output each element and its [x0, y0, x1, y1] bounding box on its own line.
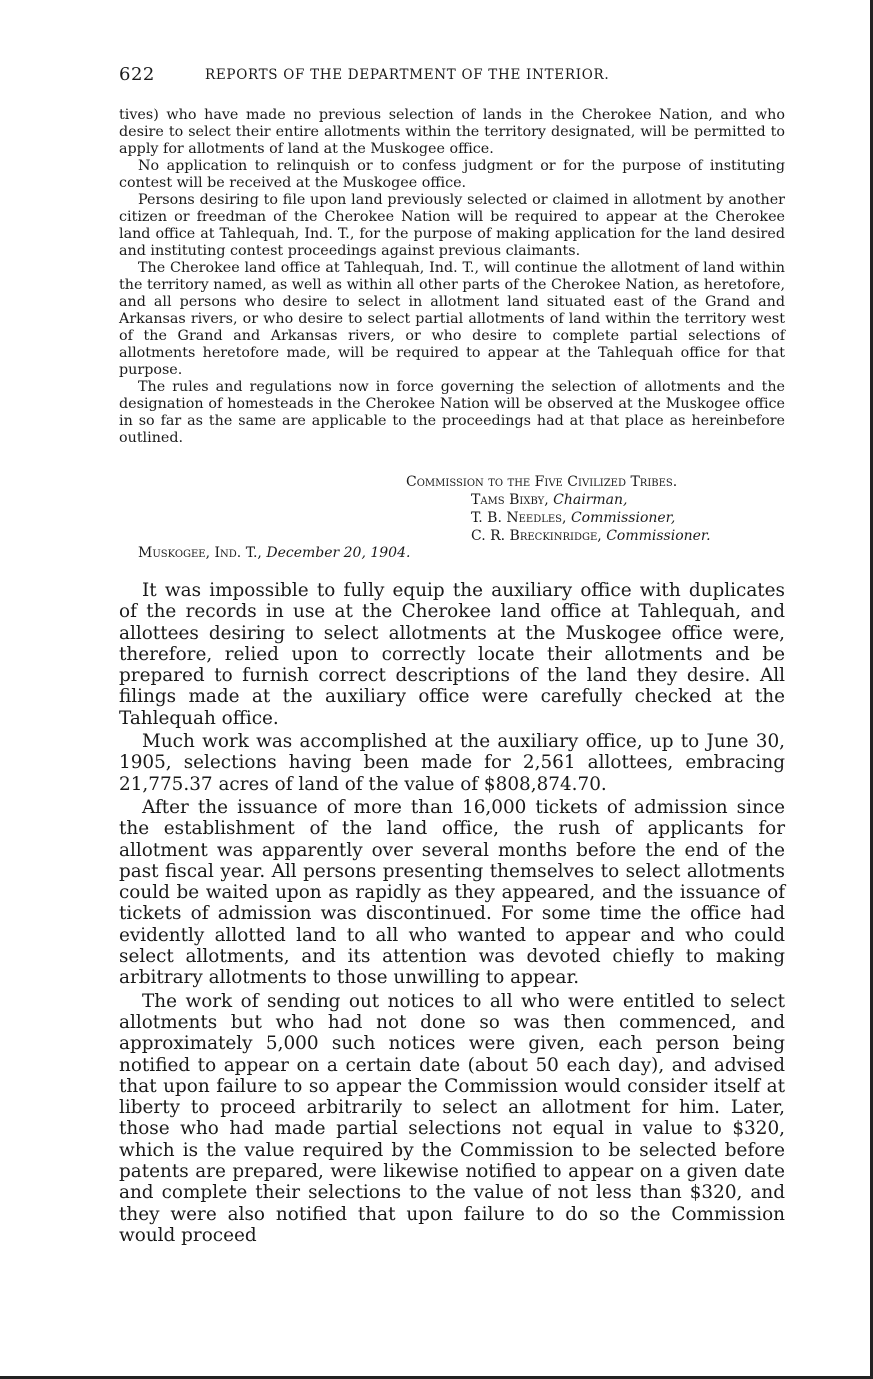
body-paragraph: After the issuance of more than 16,000 tickets of admission since the establishment of the land office, the rush of applicants for allotment was apparently over several months before the end of the past fiscal year. All persons presenting themselves to select allotments could be waited upon as rapidly as they appeared, and the issuance of tickets of admission was discontinued. For some time the office had evidently allotted land to all who wanted to appear and who could select allotments, and its attention was devoted chiefly to making arbitrary allotments to those unwilling to appear. — [119, 796, 785, 989]
signatory-name: T. B. Needles, — [471, 510, 567, 526]
place: Muskogee, Ind. T., — [138, 545, 262, 561]
small-print-section — [119, 107, 785, 447]
commission-name: Commission to the Five Civilized Tribes. — [406, 474, 678, 490]
small-paragraph: The rules and regulations now in force governing the selection of allotments and the designation of homesteads in the Cherokee Nation will be observed at the Muskogee office in so far as the same are applicable to the proceedings had at that place as hereinbefore outlined. — [119, 379, 785, 446]
running-head: REPORTS OF THE DEPARTMENT OF THE INTERIOR. — [205, 67, 610, 83]
page-header — [119, 64, 785, 88]
small-paragraph: tives) who have made no previous selection of lands in the Cherokee Nation, and who desire to select their entire allotments within the territory designated, will be permitted to apply for allotments of land at the Muskogee office. — [119, 107, 785, 157]
signatory-title: Commissioner. — [606, 528, 711, 544]
body-paragraph: Much work was accomplished at the auxiliary office, up to June 30, 1905, selections having been made for 2,561 allottees, embracing 21,775.37 acres of land of the value of $808,874.70. — [119, 731, 785, 795]
signatory — [471, 510, 675, 528]
page-number: 622 — [119, 64, 155, 85]
date: December 20, 1904. — [266, 545, 411, 561]
body-paragraph: It was impossible to fully equip the auxiliary office with duplicates of the records in use at the Cherokee land office at Tahlequah, and allottees desiring to select allotments at the Muskogee office were, therefore, relied upon to correctly locate their allotments and be prepared to furnish correct descriptions of the land they desire. All filings made at the auxiliary office were carefully checked at the Tahlequah office. — [119, 580, 785, 729]
signatory-name: C. R. Breckinridge, — [471, 528, 602, 544]
small-paragraph: The Cherokee land office at Tahlequah, Ind. T., will continue the allotment of land within the territory named, as well as within all other parts of the Cherokee Nation, as heretofore, and all persons who desire to select in allotment land situated east of the Grand and Arkansas rivers, or who desire to select partial allotments of land within the territory west of the Grand and Arkansas rivers, or who desire to complete partial selections of allotments heretofore made, will be required to appear at the Tahlequah office for that purpose. — [119, 260, 785, 378]
signatory-title: Commissioner, — [570, 510, 676, 526]
small-paragraph: No application to relinquish or to confess judgment or for the purpose of instituting contest will be received at the Muskogee office. — [119, 158, 785, 191]
date-line — [138, 545, 410, 563]
body-text-section — [119, 580, 785, 1246]
signatory-name: Tams Bixby, — [471, 492, 549, 508]
signatory — [471, 528, 711, 546]
signatory-title: Chairman, — [553, 492, 628, 508]
signatory — [471, 492, 627, 510]
small-paragraph: Persons desiring to file upon land previously selected or claimed in allotment by another citizen or freedman of the Cherokee Nation will be required to appear at the Cherokee land office at Tahlequah, Ind. T., for the purpose of making application for the land desired and instituting contest proceedings against previous claimants. — [119, 192, 785, 259]
body-paragraph: The work of sending out notices to all who were entitled to select allotments but who had not done so was then commenced, and approximately 5,000 such notices were given, each person being notified to appear on a certain date (about 50 each day), and advised that upon failure to so appear the Commission would consider itself at liberty to proceed arbitrarily to select an allotment for him. Later, those who had made partial selections not equal in value to $320, which is the value required by the Commission to be selected before patents are prepared, were likewise notified to appear on a given date and complete their selections to the value of not less than $320, and they were also notified that upon failure to do so the Commission would proceed — [119, 990, 785, 1246]
